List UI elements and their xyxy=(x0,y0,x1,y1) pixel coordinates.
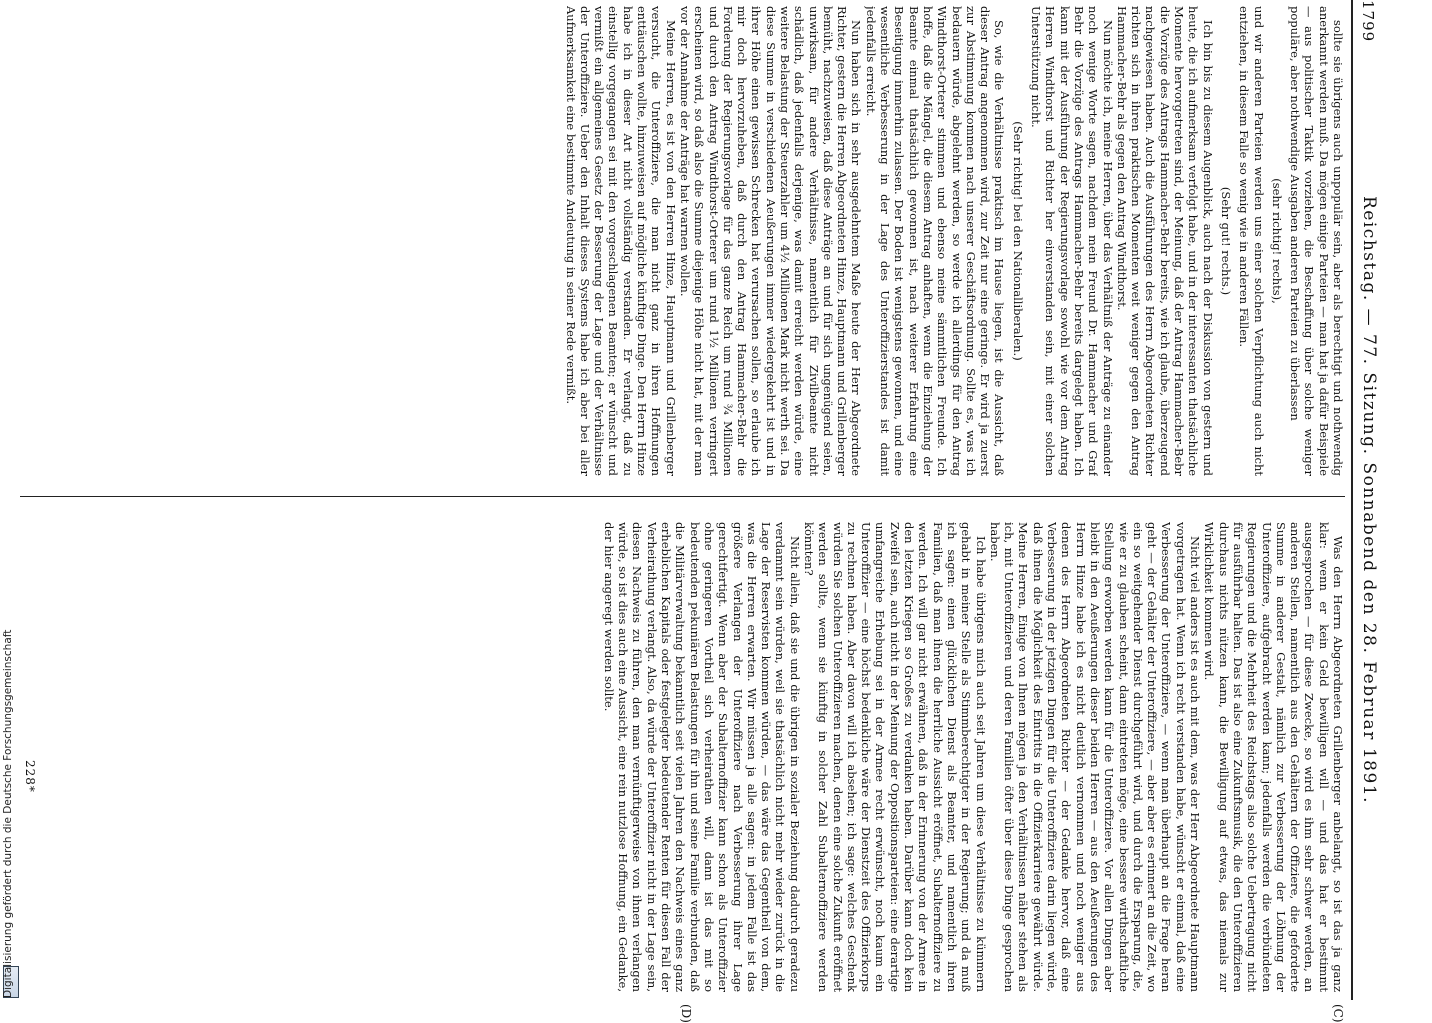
left-column-paragraph: (Sehr richtig! bei den Nationalliberalen.) xyxy=(1010,121,1025,361)
left-column-paragraph: Nun möchte ich, meine Herren, über das Verhältniß der Anträge zu einander noch wenige Worte sagen, nachdem mein Freund Dr. Hammacher und Graf Behr die Vorzüge des Antrags Hammacher-Behr bereits dargelegt haben. Ich kann mit der Ausführung der Regierungsvorlage sowohl wie vor dem Antrag Herren Windthorst und Richter her einverstanden sein, mit einer solchen Unterstützung nicht. xyxy=(1029,6,1115,476)
right-column-paragraph: Was den Herrn Abgeordneten Grillenberger anbelangt, so ist das ja ganz klar: wenn er kein Geld bewilligen will — und das hat er bestimmt ausgesprochen — für diese Zwecke, so wird es ihm sehr schwer werden, an anderen Stellen, namentlich aus den Gehältern der Offiziere, die geforderte Summe in anderer Gestalt, nämlich zur Verbesserung der Löhnung der Unteroffiziere, aufgebracht werden kann; jedenfalls werden die verbündeten Regierungen und die Mehrheit des Reichstags also solche Uebertragung nicht für ausführbar halten. Das ist also eine Zukunftsmusik, die den Unteroffizieren durchaus nichts nützen kann, die Bewilligung auf etwas, das niemals zur Wirklichkeit kommen wird. xyxy=(1202,522,1345,992)
page-header xyxy=(1351,0,1385,1000)
column-divider xyxy=(20,496,1345,497)
left-column-paragraph: sollte sie übrigens auch unpopulär sein, aber als berechtigt und nothwendig anerkannt werden muß. Da mögen einige Parteien — man hat ja dafür Beispiele — aus politischer Taktik vorziehen, die Beschaffung über solche weniger populäre, aber nothwendige Ausgaben anderen Parteien zu überlassen xyxy=(1288,6,1345,476)
right-column-paragraph: Nicht allein, daß sie und die übrigen in sozialer Beziehung dadurch geradezu verdammt sein würden, weil sie thatsächlich nicht mehr wieder zurück in die Lage der Reservisten kommen würden, — das wäre das Gegentheil von dem, was die Herren erwarten. Wir müssen ja alle sagen: in jedem Falle ist das größere Verlangen der Unteroffiziere nach Verbesserung ihrer Lage gerechtfertigt. Wenn aber der Subalternoffizier kann schon als Unteroffizier ohne geringeren Vortheil sich verheirathen will, dann ist das mit so bedeutenden pekuniären Belastungen für ihn und seine Familie verbunden, daß die Militärverwaltung bekanntlich seit vielen Jahren den Nachweis eines ganz erheblichen Kapitals oder festgelegter bedeutender Renten für diesen Fall der Verheirathung verlangt. Also, da würde der Unteroffizier nicht in der Lage sein, diesen Nachweis zu führen, den man vernünftigerweise von ihnen verlangen würde, so ist dies auch eine Aussicht, eine rein nutzlose Hoffnung, ein Gedanke, der hier angeregt werden sollte. xyxy=(601,522,802,992)
left-column-paragraph: Nun haben sich in sehr ausgedehntem Maße heute der Herr Abgeordnete Richter, gestern die Herren Abgeordneten Hinze, Hauptmann und Grillenberger bemüht, nachzuweisen, daß diese Anträge an und für sich ungenügend seien, unwirksam, für andere Verhältnisse, namentlich für Zivilbeamte nicht schädlich, daß jedenfalls derjenige, was damit erreicht werden würde, eine weitere Belastung der Steuerzahler um 4½ Millionen Mark nicht werth sei. Da diese Summe in verschiedenen Aeußerungen immer wiedergekehrt ist und in ihrer Höhe einen gewissen Schrecken hat verursachen sollen, so erlaube ich mir doch hervorzuheben, daß durch den Antrag Hammacher-Behr die Forderung der Regierungsvorlage für das ganze Reich um rund ¾ Millionen und durch den Antrag Windthorst-Orterer um rund 1½ Millionen verringert erscheinen wird, so daß also die Summe diejenige Höhe nicht hat, mit der man vor der Annahme der Anträge hat warnen wollen. xyxy=(677,6,864,476)
left-column-paragraph: (sehr richtig! rechts), xyxy=(1269,178,1284,304)
left-column-paragraph: und wir anderen Parteien werden uns einer solchen Verpflichtung auch nicht entziehen, in diesem Falle so wenig wie in anderen Fällen. xyxy=(1237,6,1266,476)
page-number: 1799 xyxy=(1359,0,1377,43)
right-column-paragraph: Nicht viel anders ist es auch mit dem, was der Herr Abgeordnete Hauptmann vorgetragen hat. Wenn ich recht verstanden habe, wünscht er einmal, daß eine Verbesserung der Unteroffiziere, — wenn man überhaupt an die Frage heran geht — der Gehälter der Unteroffiziere, — aber aber es erinnert an die Zeit, wo ein so weitgehender Dienst durchgeführt wird, und durch die Ersparung, die, wie er zu glauben scheint, dann eintreten möge, eine bessere wirthschaftliche Stellung erworben werden kann für die Unteroffiziere. Vor allen Dingen aber bleibt in den Aeußerungen dieser beiden Herren — aus den Aeußerungen des Herrn Hinze habe ich es nicht deutlich vernommen und noch weniger aus denen des Herrn Abgeordneten Richter — der Gedanke hervor, daß eine Verbesserung in der jetzigen Dingen für die Unteroffiziere darin liegen würde, daß ihnen die Möglichkeit des Eintritts in die Offizierkarriere gewährt würde. Meine Herren, Einige von Ihnen mögen ja den Verhältnissen näher stehen als ich, mit Unteroffizieren und deren Familien öfter über diese Dinge gesprochen haben. xyxy=(987,522,1203,992)
left-column-paragraph: Ich bin bis zu diesem Augenblick, auch nach der Diskussion von gestern und heute, die ich aufmerksam verfolgt habe, und in der interessanten thatsächliche Momente hervorgetreten sind, der Meinung, daß der Antrag Hammacher-Bebr die Vorzüge des Antrags Hammacher-Behr bereits, wie ich glaube, überzeugend nachgewiesen haben. Auch die Ausführungen des Herrn Abgeordneten Richter richten sich in ihren praktischen Momenten weit weniger gegen den Antrag Hammacher-Behr als gegen den Antrag Windthorst. xyxy=(1114,6,1215,476)
header-rule xyxy=(1351,0,1353,1000)
right-text-column xyxy=(15,522,1345,992)
digitization-credit: Digitalisierung gefördert durch die Deutsche Forschungsgemeinschaft xyxy=(2,629,14,998)
left-column-paragraph: (Sehr gut! rechts.) xyxy=(1218,186,1233,296)
signature-mark: 228* xyxy=(23,760,37,793)
margin-marker-c: (C) xyxy=(1331,1004,1345,1023)
left-column-paragraph: Meine Herren, es ist von den Herren Hinze, Hauptmann und Grillenberger versucht, die Unteroffiziere, die man nicht ganz in ihren Hoffnungen enttäuschen wollte, hinzuweisen auf mögliche künftige Dinge. Den Herrn Hinze habe ich in dieser Art nicht vollständig verstanden. Er verlangt, daß zu einstellig vorgegangen sei mit den vorgeschlagenen Beamten; er wünscht und vermißt ein allgemeines Gesetz der Besserung der Lage und der Verhältnisse der Unteroffiziere. Ueber den Inhalt dieses Systems habe ich aber bei aller Aufmerksamkeit eine bestimmte Andeutung in seiner Rede vermißt. xyxy=(563,6,678,476)
left-column-paragraph: So, wie die Verhältnisse praktisch im Hause liegen, ist die Aussicht, daß dieser Antrag angenommen wird, zur Zeit nur eine geringe. Er wird ja zuerst zur Abstimmung kommen nach unserer Geschäftsordnung. Sollte es, was ich bedauern würde, abgelehnt werden, so werde ich allerdings für den Antrag Windthorst-Orterer stimmen und ebenso meine sämmtlichen Freunde. Ich hoffe, daß die Mängel, die diesem Antrag anhaften, wenn die Einziehung der Beamte einmal thatsächlich gewonnen ist, nach weiterer Erfahrung eine Beseitigung immerhin zulassen. Der Boden ist wenigstens gewonnen, und eine wesentliche Verbesserung in der Lage des Unteroffizierstandes ist damit jedenfalls erreicht. xyxy=(863,6,1007,476)
left-text-column xyxy=(15,6,1345,476)
right-column-paragraph: Ich habe übrigens mich auch seit Jahren um diese Verhältnisse zu kümmern gehabt in meiner Stelle als Stimmberechtigter in der Regierung; und da muß ich sagen: einen glücklichen Dienst als Beamter, und namentlich ihren Familien, daß man ihnen die herrliche Aussicht eröffnet, Subalternoffiziere zu werden. Ich will gar nicht erwähnen, daß in der Erinnerung von der Armee in den letzten Kriegen so Großes zu verdanken haben. Darüber kann doch kein Zweifel sein, auch nicht in der Meinung der Oppositionsparteien: eine derartige umfangreiche Erhebung sei in der Armee recht erwünscht, noch kaum ein Unteroffizier — eine höchst bedenkliche wäre der Dienstzeit des Offizierkorps zu rechnen haben. Aber davon will ich absehen; ich sage: welches Geschenk würden Sie solchen Unteroffizieren machen, denen eine solche Zukunft eröffnet werden sollte, wenn sie künftig in solcher Zahl Subalternoffiziere werden könnten? xyxy=(802,522,988,992)
margin-marker-d: (D) xyxy=(679,1004,693,1023)
header-title: Reichstag. — 77. Sitzung. Sonnabend den 28. Februar 1891. xyxy=(1359,196,1379,804)
